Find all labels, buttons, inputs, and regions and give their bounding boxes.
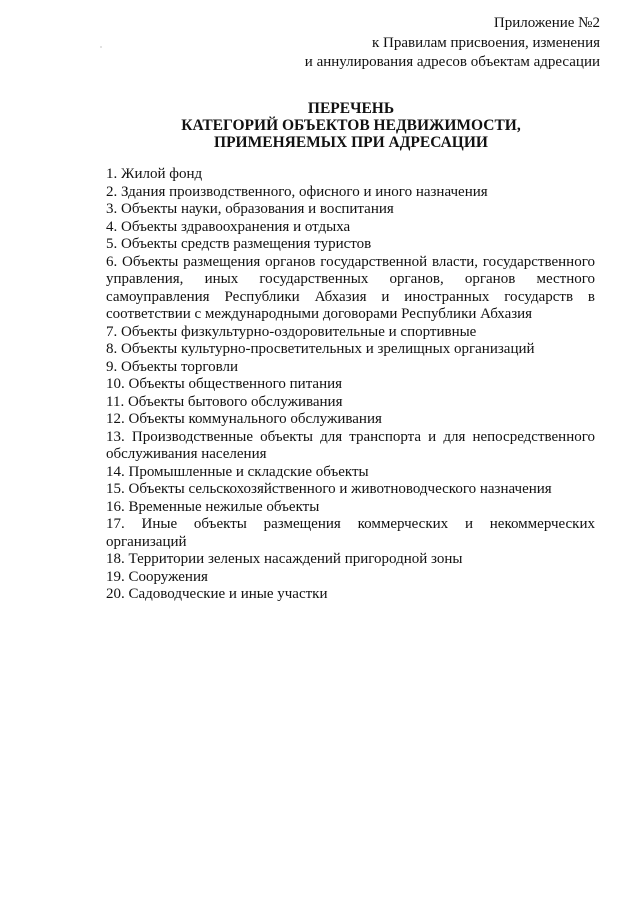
list-item: 16. Временные нежилые объекты [106,498,320,515]
list-item: 7. Объекты физкультурно-оздоровительные и спортивные [106,323,477,340]
list-item: 8. Объекты культурно-просветительных и зрелищных организаций [106,341,535,357]
title-line-1: ПЕРЕЧЕНЬ [307,100,395,117]
list-item: 19. Сооружения [106,568,208,585]
list-item: 20. Садоводческие и иные участки [106,586,328,602]
list-item: 10. Объекты общественного питания [106,376,343,392]
list-item: 5. Объекты средств размещения туристов [106,236,372,252]
list-item: 4. Объекты здравоохранения и отдыха [106,218,351,235]
list-item: 15. Объекты сельскохозяйственного и животноводческого назначения [106,481,552,497]
list-item: 3. Объекты науки, образования и воспитания [106,201,394,217]
document-title [106,100,596,151]
list-item: 1. Жилой фонд [106,166,203,182]
appendix-reference-continued: и аннулирования адресов объектам адресации [304,54,600,70]
title-line-3: ПРИМЕНЯЕМЫХ ПРИ АДРЕСАЦИИ [214,134,488,151]
list-item: 17. Иные объекты размещения коммерческих и некоммерческих организаций [106,516,595,550]
appendix-reference: к Правилам присвоения, изменения [371,34,600,51]
appendix-number: Приложение №2 [493,15,600,31]
list-item: 2. Здания производственного, офисного и иного назначения [106,183,488,200]
list-item: 12. Объекты коммунального обслуживания [106,411,382,427]
list-item: 14. Промышленные и складские объекты [106,463,369,480]
scan-speck [100,46,102,48]
list-item: 9. Объекты торговли [106,358,239,375]
title-line-2: КАТЕГОРИЙ ОБЪЕКТОВ НЕДВИЖИМОСТИ, [181,117,521,134]
list-item: 18. Территории зеленых насаждений пригородной зоны [106,551,463,567]
appendix-header [305,14,600,73]
list-item: 11. Объекты бытового обслуживания [106,393,343,410]
list-item: 13. Производственные объекты для транспорта и для непосредственного обслуживания населения [106,428,595,462]
list-item: 6. Объекты размещения органов государственной власти, государственного управления, иных государственных органов, органов местного самоуправления Республики Абхазия и иностранных государств в соответствии с международными договорами Республики Абхазия [106,253,595,322]
category-list [106,166,595,604]
